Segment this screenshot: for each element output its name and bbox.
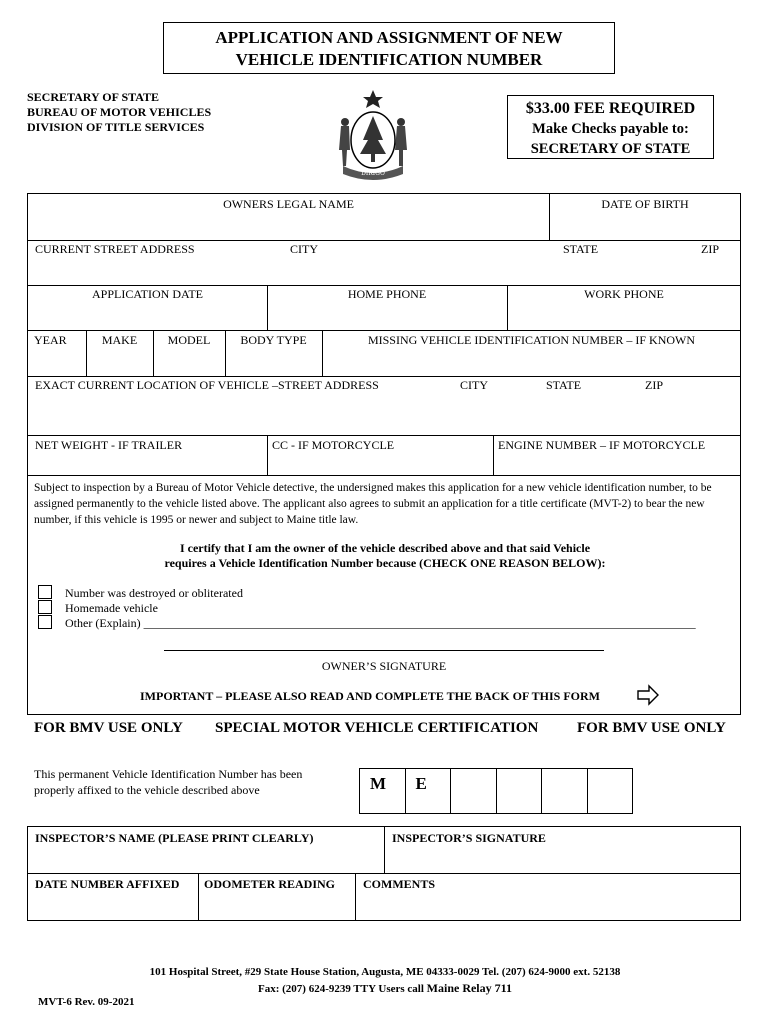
owner-signature-label: OWNER’S SIGNATURE (321, 659, 447, 673)
agency-line-1: SECRETARY OF STATE (27, 90, 160, 104)
model-field[interactable]: MODEL (167, 333, 211, 347)
body-type-field[interactable]: BODY TYPE (240, 333, 307, 347)
application-date-field[interactable]: APPLICATION DATE (92, 287, 203, 301)
city-field[interactable]: CITY (290, 242, 318, 256)
footer-fax-line (0, 980, 770, 997)
title-line-2: VEHICLE IDENTIFICATION NUMBER (235, 50, 543, 69)
fee-box (507, 95, 714, 159)
zip-field[interactable]: ZIP (701, 242, 719, 256)
agency-block (27, 90, 211, 135)
work-phone-field[interactable]: WORK PHONE (584, 287, 664, 301)
inspection-statement: Subject to inspection by a Bureau of Motor Vehicle detective, the undersigned makes this application for a new vehicle identification number, to be assigned permanently to the vehicle listed above. The applicant also agrees to submit an application for a title certificate (MVT-2) to bear the new number, if this vehicle is 1995 or newer and subject to Maine title law. (34, 482, 712, 526)
inspector-name-field[interactable]: INSPECTOR’S NAME (PLEASE PRINT CLEARLY) (35, 831, 314, 845)
important-notice: IMPORTANT – PLEASE ALSO READ AND COMPLETE THE BACK OF THIS FORM (140, 689, 600, 703)
fee-amount: $33.00 FEE REQUIRED (525, 100, 696, 117)
odometer-reading-field[interactable]: ODOMETER READING (204, 877, 336, 891)
footer-address: 101 Hospital Street, #29 State House Station, Augusta, ME 04333-0029 Tel. (207) 624-9000 ext. 52138 (149, 966, 621, 978)
owners-legal-name-field[interactable]: OWNERS LEGAL NAME (223, 197, 354, 211)
agency-line-3: DIVISION OF TITLE SERVICES (27, 120, 205, 134)
cc-motorcycle-field[interactable]: CC - IF MOTORCYCLE (272, 438, 395, 452)
inspector-grid (27, 826, 741, 921)
new-vin-boxes (359, 768, 633, 814)
state-seal-icon (333, 88, 413, 180)
reason-destroyed-checkbox[interactable] (38, 585, 52, 599)
reason-other-checkbox[interactable] (38, 615, 52, 629)
vin-cell-2[interactable]: E (406, 769, 452, 813)
seal-motto: DIRIGO (361, 170, 385, 177)
vin-cell-6[interactable] (588, 769, 633, 813)
footer-contact (0, 964, 770, 997)
certification-statement (0, 541, 770, 571)
title-line-1: APPLICATION AND ASSIGNMENT OF NEW (215, 28, 563, 47)
vin-cell-1[interactable]: M (360, 769, 406, 813)
fee-payee: SECRETARY OF STATE (530, 141, 691, 157)
inspector-signature-field[interactable]: INSPECTOR’S SIGNATURE (392, 831, 546, 845)
owner-signature-line[interactable] (164, 650, 604, 651)
home-phone-field[interactable]: HOME PHONE (347, 287, 427, 301)
certify-line-1: I certify that I am the owner of the vehicle described above and that said Vehicle (179, 541, 591, 555)
vin-cell-4[interactable] (497, 769, 543, 813)
engine-number-field[interactable]: ENGINE NUMBER – IF MOTORCYCLE (498, 438, 706, 452)
reason-homemade-label: Homemade vehicle (65, 601, 158, 615)
footer-relay: Maine Relay 711 (426, 981, 512, 995)
bmv-use-right-label: FOR BMV USE ONLY (577, 720, 726, 736)
make-field[interactable]: MAKE (101, 333, 138, 347)
location-city-field[interactable]: CITY (460, 378, 488, 392)
missing-vin-field[interactable]: MISSING VEHICLE IDENTIFICATION NUMBER – IF KNOWN (367, 333, 696, 347)
location-zip-field[interactable]: ZIP (645, 378, 663, 392)
reason-homemade-checkbox[interactable] (38, 600, 52, 614)
exact-location-field[interactable]: EXACT CURRENT LOCATION OF VEHICLE –STREET ADDRESS (35, 378, 379, 392)
certify-line-2: requires a Vehicle Identification Number because (CHECK ONE REASON BELOW): (164, 556, 606, 570)
form-title (163, 22, 615, 74)
location-state-field[interactable]: STATE (546, 378, 582, 392)
net-weight-field[interactable]: NET WEIGHT - IF TRAILER (35, 438, 183, 452)
date-affixed-field[interactable]: DATE NUMBER AFFIXED (35, 877, 180, 891)
reason-destroyed-label: Number was destroyed or obliterated (65, 586, 243, 600)
fee-payable: Make Checks payable to: (532, 121, 689, 137)
footer-fax: Fax: (207) 624-9239 TTY Users call (258, 983, 427, 995)
bmv-use-left-label: FOR BMV USE ONLY (34, 720, 183, 736)
year-field[interactable]: YEAR (34, 333, 67, 347)
vin-cell-3[interactable] (451, 769, 497, 813)
applicant-grid (27, 193, 741, 476)
vin-affixed-statement: This permanent Vehicle Identification Number has been properly affixed to the vehicle described above (34, 767, 303, 797)
comments-field[interactable]: COMMENTS (363, 877, 435, 891)
form-revision: MVT-6 Rev. 09-2021 (38, 996, 135, 1008)
agency-line-2: BUREAU OF MOTOR VEHICLES (27, 105, 212, 119)
arrow-right-icon (636, 684, 660, 706)
date-of-birth-field[interactable]: DATE OF BIRTH (601, 197, 689, 211)
state-field[interactable]: STATE (563, 242, 599, 256)
vin-cell-5[interactable] (542, 769, 588, 813)
reason-other-label[interactable]: Other (Explain) ____________________________________________________________________________________________ (65, 616, 696, 630)
special-certification-title: SPECIAL MOTOR VEHICLE CERTIFICATION (215, 720, 539, 736)
current-street-address-field[interactable]: CURRENT STREET ADDRESS (35, 242, 195, 256)
